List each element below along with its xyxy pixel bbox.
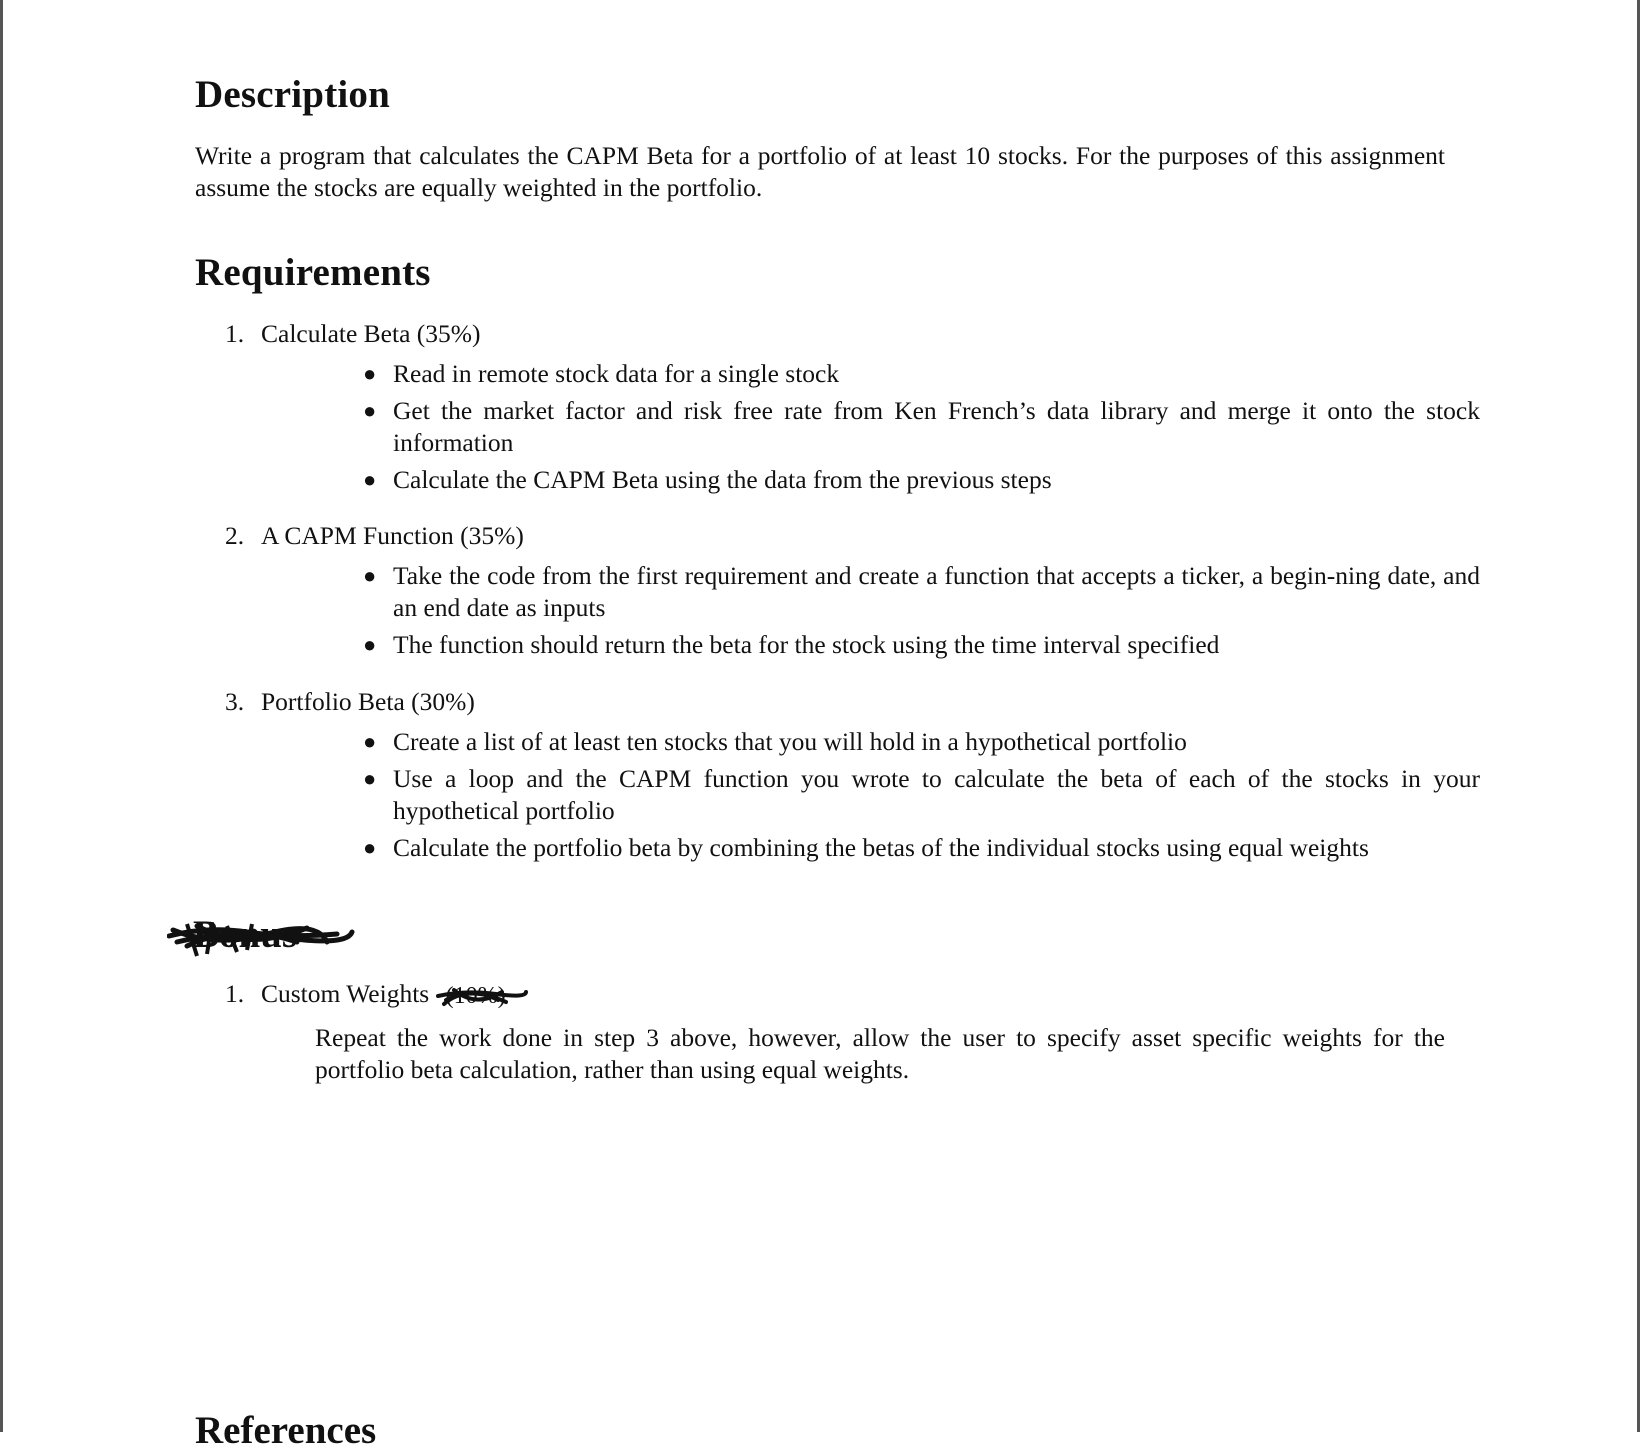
requirement-item-1: [225, 318, 1480, 501]
bullet-item: ● Read in remote stock data for a single stock: [363, 359, 840, 388]
bullet-icon: ●: [363, 632, 377, 657]
requirement-number: 1.: [225, 319, 245, 348]
description-text: Write a program that calculates the CAPM Beta for a portfolio of at least 10 stocks. For the purposes of this assignment assume the stocks are equally weighted in the portfolio.: [195, 141, 1445, 202]
bonus-heading: [167, 912, 357, 962]
bonus-item-1: [225, 978, 1445, 1086]
struck-percentage: (10%): [436, 980, 528, 1012]
requirement-item-3: [225, 686, 1480, 869]
bullet-list: [225, 726, 1480, 864]
bullet-icon: ●: [363, 467, 377, 492]
requirement-title: Calculate Beta (35%): [261, 319, 481, 348]
bullet-list: [225, 560, 1480, 661]
requirement-number: 3.: [225, 687, 245, 716]
bullet-item: ● Use a loop and the CAPM function you wrote to calculate the beta of each of the stocks in your hypothetical portfolio: [363, 764, 1480, 825]
bonus-heading-text: Bonus: [193, 913, 298, 956]
description-heading: Description: [195, 73, 391, 116]
requirement-title: Portfolio Beta (30%): [261, 687, 475, 716]
references-heading: References: [195, 1409, 377, 1452]
bonus-number: 1.: [225, 979, 245, 1008]
bullet-item: ● Take the code from the first requirement and create a function that accepts a ticker, a begin-ning date, and an end date as inputs: [363, 561, 1480, 622]
bonus-title: Custom Weights: [261, 979, 430, 1008]
bullet-icon: ●: [363, 398, 377, 423]
requirement-number: 2.: [225, 521, 245, 550]
bullet-item: ● Calculate the CAPM Beta using the data from the previous steps: [363, 465, 1052, 494]
bullet-icon: ●: [363, 766, 377, 791]
bullet-icon: ●: [363, 729, 377, 754]
scribble-icon: [436, 980, 528, 1012]
bullet-item: ● Get the market factor and risk free rate from Ken French’s data library and merge it onto the stock information: [363, 396, 1480, 457]
bullet-item: ● Calculate the portfolio beta by combining the betas of the individual stocks using equal weights: [363, 833, 1369, 862]
cut-off-title-fragment: [835, 0, 1255, 6]
bullet-item: ● The function should return the beta for the stock using the time interval specified: [363, 630, 1220, 659]
bullet-icon: ●: [363, 563, 377, 588]
requirement-title: A CAPM Function (35%): [261, 521, 524, 550]
scribble-icon: [167, 912, 357, 962]
bullet-list: [225, 358, 1480, 496]
bullet-item: ● Create a list of at least ten stocks that you will hold in a hypothetical portfolio: [363, 727, 1187, 756]
bonus-description: Repeat the work done in step 3 above, however, allow the user to specify asset specific weights for the portfolio beta calculation, rather than using equal weights.: [315, 1023, 1445, 1085]
page-border-left: [0, 0, 3, 1432]
bullet-icon: ●: [363, 835, 377, 860]
requirements-heading: Requirements: [195, 251, 431, 294]
bullet-icon: ●: [363, 361, 377, 386]
requirement-item-2: [225, 520, 1480, 666]
